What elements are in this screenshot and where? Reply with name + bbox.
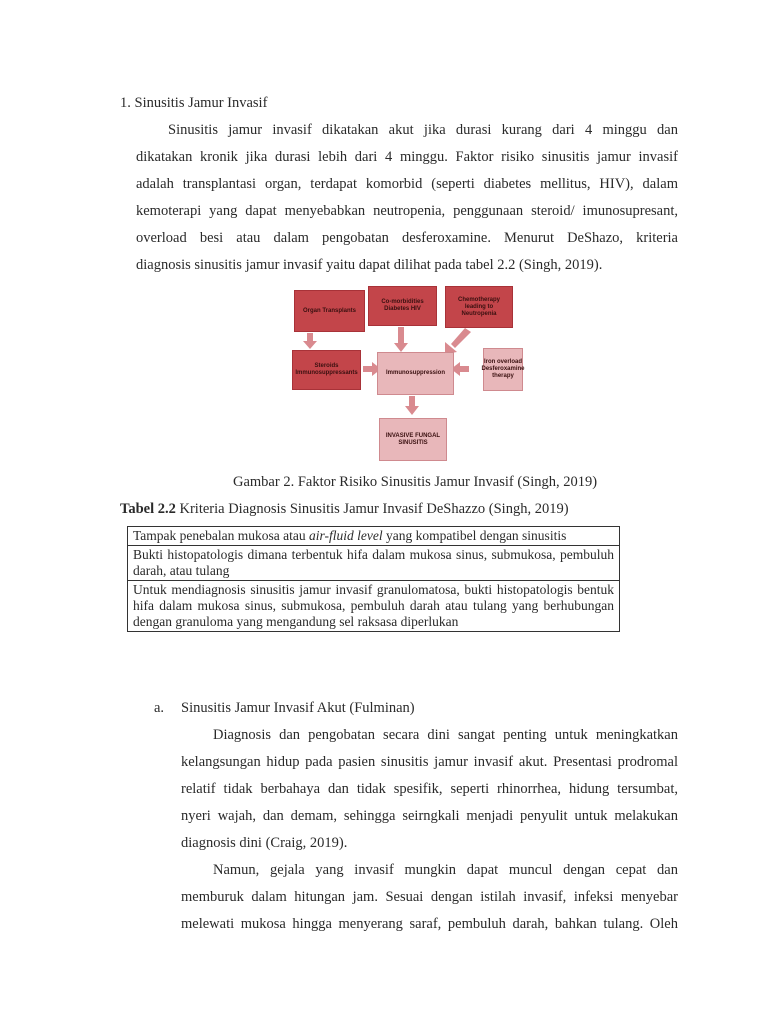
paragraph2-line3: relatif tidak berbahaya dan tidak spesifik, seperti rhinorrhea, hidung tersumbat,	[181, 781, 678, 797]
paragraph3-line3: melewati mukosa hingga menyerang saraf, pembuluh darah, bahkan tulang. Oleh	[181, 916, 678, 932]
paragraph2-line4: nyeri wajah, dan demam, sehingga seirngkali menjadi penyulit untuk melakukan	[181, 808, 678, 824]
figure-caption: Gambar 2. Faktor Risiko Sinusitis Jamur Invasif (Singh, 2019)	[233, 474, 598, 490]
paragraph1-line1: Sinusitis jamur invasif dikatakan akut jika durasi kurang dari 4 minggu dan	[168, 122, 678, 138]
table-caption	[120, 500, 569, 518]
immunosuppression-box: Immunosuppression	[377, 352, 454, 395]
row1-text-italic: air-fluid level	[309, 528, 383, 543]
table-row	[128, 546, 620, 581]
subsection-marker: a.	[154, 700, 165, 716]
table-cell-row2: Bukti histopatologis dimana terbentuk hifa dalam mukosa sinus, submukosa, pembuluh darah, atau tulang	[128, 546, 620, 581]
paragraph1-line6: diagnosis sinusitis jamur invasif yaitu dapat dilihat pada tabel 2.2 (Singh, 2019).	[136, 257, 603, 273]
criteria-table	[127, 526, 620, 632]
section-heading: 1. Sinusitis Jamur Invasif	[120, 95, 268, 111]
paragraph2-line2: kelangsungan hidup pada pasien sinusitis jamur invasif akut. Presentasi prodromal	[181, 754, 678, 770]
paragraph3-line2: memburuk dalam hitungan jam. Sesuai dengan istilah invasif, infeksi menyebar	[181, 889, 678, 905]
invasive-fungal-box: INVASIVE FUNGAL SINUSITIS	[379, 418, 447, 461]
paragraph1-line4: kemoterapi yang dapat menyebabkan neutropenia, penggunaan steroid/ imunosupresant,	[136, 203, 678, 219]
paragraph2-line1: Diagnosis dan pengobatan secara dini sangat penting untuk meningkatkan	[213, 727, 678, 743]
chemotherapy-box: Chemotherapy leading to Neutropenia	[445, 286, 513, 328]
table-caption-text: Kriteria Diagnosis Sinusitis Jamur Invasif DeShazzo (Singh, 2019)	[175, 501, 569, 517]
table-row	[128, 581, 620, 632]
steroids-box: Steroids Immunosuppressants	[292, 350, 361, 390]
paragraph1-line5: overload besi atau dalam pengobatan desferoxamine. Menurut DeShazo, kriteria	[136, 230, 678, 246]
paragraph1-line3: adalah transplantasi organ, terdapat komorbid (seperti diabetes mellitus, HIV), dalam	[136, 176, 678, 192]
subsection-title: Sinusitis Jamur Invasif Akut (Fulminan)	[181, 700, 415, 716]
paragraph3-line1: Namun, gejala yang invasif mungkin dapat muncul dengan cepat dan	[213, 862, 678, 878]
organ-transplants-box: Organ Transplants	[294, 290, 365, 332]
iron-overload-box: Iron overload Desferoxamine therapy	[483, 348, 523, 391]
comorbidities-box: Co-morbidities Diabetes HIV	[368, 286, 437, 326]
risk-factor-diagram	[287, 286, 523, 464]
paragraph1-line2: dikatakan kronik jika durasi lebih dari 4 minggu. Faktor risiko sinusitis jamur invasif	[136, 149, 678, 165]
row1-text-b: yang kompatibel dengan sinusitis	[382, 528, 567, 543]
table-cell-row1	[128, 527, 620, 546]
table-cell-row3: Untuk mendiagnosis sinusitis jamur invasif granulomatosa, bukti histopatologis bentuk hifa dalam mukosa sinus, submukosa, pembuluh darah atau tulang yang berhubungan dengan granuloma yang mengandung sel raksasa diperlukan	[128, 581, 620, 632]
row1-text-a: Tampak penebalan mukosa atau	[133, 528, 309, 543]
paragraph2-line5: diagnosis dini (Craig, 2019).	[181, 835, 348, 851]
table-row	[128, 527, 620, 546]
table-caption-label: Tabel 2.2	[120, 501, 176, 517]
